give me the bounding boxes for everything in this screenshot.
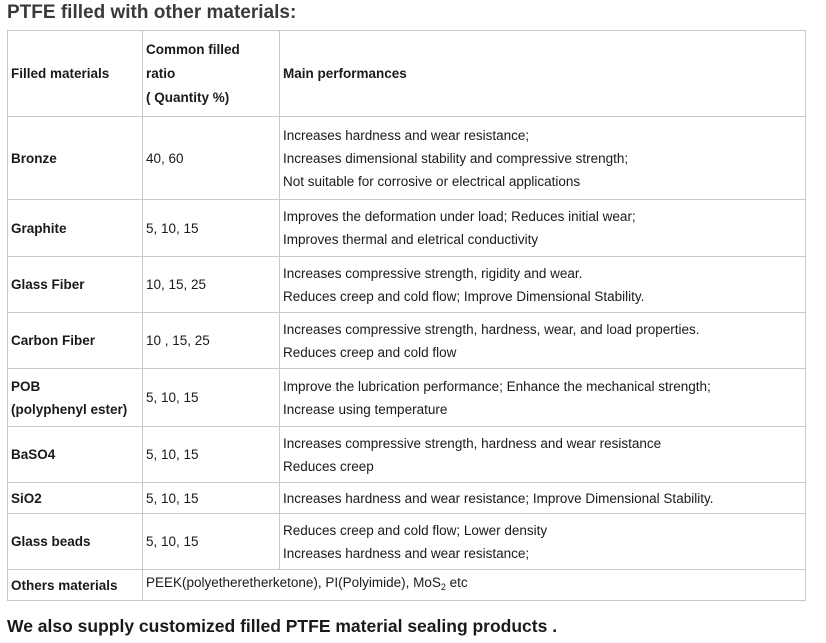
performance-line: Improves thermal and eletrical conductivity	[283, 232, 539, 247]
performance-line: Increases hardness and wear resistance; Improve Dimensional Stability.	[283, 490, 714, 506]
performance-cell	[280, 427, 806, 483]
material-name	[8, 369, 143, 427]
performance-line: Increases compressive strength, hardness, wear, and load properties.	[283, 321, 700, 337]
performance-cell	[280, 257, 806, 313]
performance-line: Not suitable for corrosive or electrical applications	[283, 173, 581, 189]
filled-ratio: 5, 10, 15	[143, 369, 280, 427]
performance-line: Reduces creep and cold flow; Improve Dimensional Stability.	[283, 288, 645, 304]
table-row	[8, 483, 806, 514]
table-row	[8, 570, 806, 601]
filled-ratio: 5, 10, 15	[143, 200, 280, 257]
performance-line: Improves the deformation under load; Reduces initial wear;	[283, 209, 636, 224]
performance-cell	[280, 483, 806, 514]
table-row	[8, 313, 806, 369]
performance-cell	[280, 117, 806, 200]
header-ratio-line2: ratio	[146, 65, 176, 81]
performance-line: Increases compressive strength, rigidity and wear.	[283, 265, 583, 281]
others-text-tail: etc	[445, 575, 468, 590]
filled-ratio: 40, 60	[143, 117, 280, 200]
material-name: Graphite	[8, 200, 143, 257]
filled-ratio: 5, 10, 15	[143, 427, 280, 483]
table-row	[8, 200, 806, 257]
performance-line: Reduces creep	[283, 458, 374, 474]
header-materials: Filled materials	[8, 31, 143, 117]
material-name-line2: (polyphenyl ester)	[11, 401, 128, 417]
performance-cell	[280, 313, 806, 369]
material-name-line1: POB	[11, 378, 41, 394]
page-title: PTFE filled with other materials:	[7, 2, 297, 23]
filled-ratio: 5, 10, 15	[143, 514, 280, 570]
performance-cell	[280, 200, 806, 257]
performance-line: Reduces creep and cold flow	[283, 344, 457, 360]
table-row	[8, 427, 806, 483]
header-ratio-line1: Common filled	[146, 41, 240, 57]
others-text-subscript: 2	[440, 582, 446, 592]
materials-table	[7, 30, 806, 601]
material-name: Others materials	[8, 570, 143, 601]
material-name: Bronze	[8, 117, 143, 200]
table-row	[8, 369, 806, 427]
filled-ratio: 10, 15, 25	[143, 257, 280, 313]
performance-line: Increases dimensional stability and compressive strength;	[283, 150, 629, 166]
performance-line: Increases hardness and wear resistance;	[283, 127, 530, 143]
performance-line: Increases compressive strength, hardness and wear resistance	[283, 435, 662, 451]
table-row	[8, 117, 806, 200]
header-ratio-line3: ( Quantity %)	[146, 89, 230, 105]
material-name: SiO2	[8, 483, 143, 514]
material-name: Glass Fiber	[8, 257, 143, 313]
material-name: Glass beads	[8, 514, 143, 570]
table-row	[8, 514, 806, 570]
performance-cell	[280, 514, 806, 570]
table-row	[8, 257, 806, 313]
performance-cell	[280, 369, 806, 427]
performance-line: Increases hardness and wear resistance;	[283, 545, 530, 561]
header-row	[8, 31, 806, 117]
others-text-main: PEEK(polyetheretherketone), PI(Polyimide), MoS	[146, 575, 441, 590]
header-ratio	[143, 31, 280, 117]
filled-ratio: 10 , 15, 25	[143, 313, 280, 369]
material-name: BaSO4	[8, 427, 143, 483]
others-materials-text	[143, 570, 806, 601]
footer-note: We also supply customized filled PTFE material sealing products .	[7, 616, 558, 636]
header-performances: Main performances	[280, 31, 806, 117]
filled-ratio: 5, 10, 15	[143, 483, 280, 514]
material-name: Carbon Fiber	[8, 313, 143, 369]
performance-line: Reduces creep and cold flow; Lower density	[283, 522, 548, 538]
performance-line: Increase using temperature	[283, 401, 448, 417]
performance-line: Improve the lubrication performance; Enhance the mechanical strength;	[283, 378, 711, 394]
